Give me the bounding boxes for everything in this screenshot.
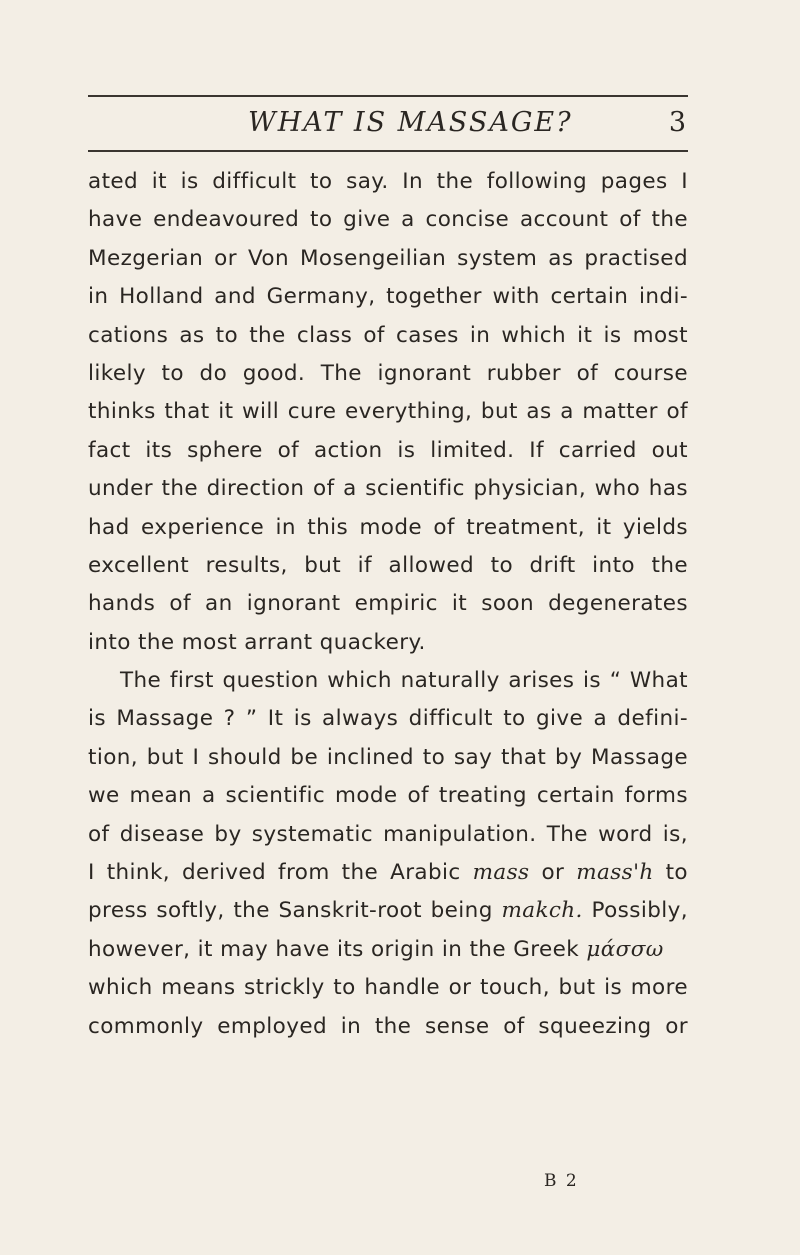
- italic-word-mass: mass: [472, 860, 530, 886]
- text-line: excellent results, but if allowed to drift into the: [88, 552, 688, 578]
- text-line: had experience in this mode of treatment, it yields: [88, 514, 688, 540]
- text-line: hands of an ignorant empiric it soon degenerates: [88, 591, 688, 617]
- text-line: thinks that it will cure everything, but as a matter of: [88, 399, 688, 425]
- text-fragment: Possibly,: [582, 898, 688, 924]
- header-top-rule: [88, 95, 688, 97]
- paragraph-start-line: The first question which naturally arises is “ What: [120, 668, 688, 694]
- text-line: in Holland and Germany, together with certain indi-: [88, 284, 688, 310]
- italic-word-massh: mass'h: [576, 860, 654, 886]
- text-fragment: I think, derived from the Arabic: [88, 860, 473, 886]
- text-line-etymology-greek: [88, 931, 688, 969]
- text-line: we mean a scientific mode of treating certain forms: [88, 783, 688, 809]
- page-number: 3: [668, 107, 686, 138]
- text-line: which means strickly to handle or touch, but is more: [88, 975, 688, 1001]
- text-line: ated it is difficult to say. In the following pages I: [88, 169, 688, 194]
- text-line: Mezgerian or Von Mosengeilian system as practised: [88, 245, 688, 271]
- text-line: under the direction of a scientific physician, who has: [88, 476, 688, 502]
- text-line: tion, but I should be inclined to say that by Massage: [88, 744, 688, 770]
- body-text: [88, 163, 688, 1046]
- text-line: cations as to the class of cases in which it is most: [88, 322, 688, 348]
- text-line-etymology-sanskrit: [88, 892, 688, 930]
- text-line: commonly employed in the sense of squeezing or: [88, 1013, 688, 1039]
- italic-word-makch: makch.: [501, 898, 583, 924]
- text-fragment: however, it may have its origin in the Greek: [88, 936, 587, 962]
- signature-mark: B 2: [544, 1171, 579, 1191]
- page-header: [88, 103, 688, 143]
- text-fragment: to: [653, 860, 688, 886]
- text-line: of disease by systematic manipulation. The word is,: [88, 821, 688, 847]
- running-title: WHAT IS MASSAGE?: [248, 107, 573, 138]
- header-bottom-rule: [88, 150, 688, 152]
- text-line: have endeavoured to give a concise account of the: [88, 207, 688, 233]
- paragraph-end-line: into the most arrant quackery.: [88, 629, 426, 655]
- text-line: fact its sphere of action is limited. If carried out: [88, 437, 688, 463]
- text-line-etymology-arabic: [88, 854, 688, 892]
- text-line: likely to do good. The ignorant rubber of course: [88, 360, 688, 386]
- greek-word: μάσσω: [586, 936, 664, 962]
- text-fragment: or: [529, 860, 577, 886]
- text-line: is Massage ? ” It is always difficult to give a defini-: [88, 706, 688, 732]
- text-fragment: press softly, the Sanskrit-root being: [88, 898, 502, 924]
